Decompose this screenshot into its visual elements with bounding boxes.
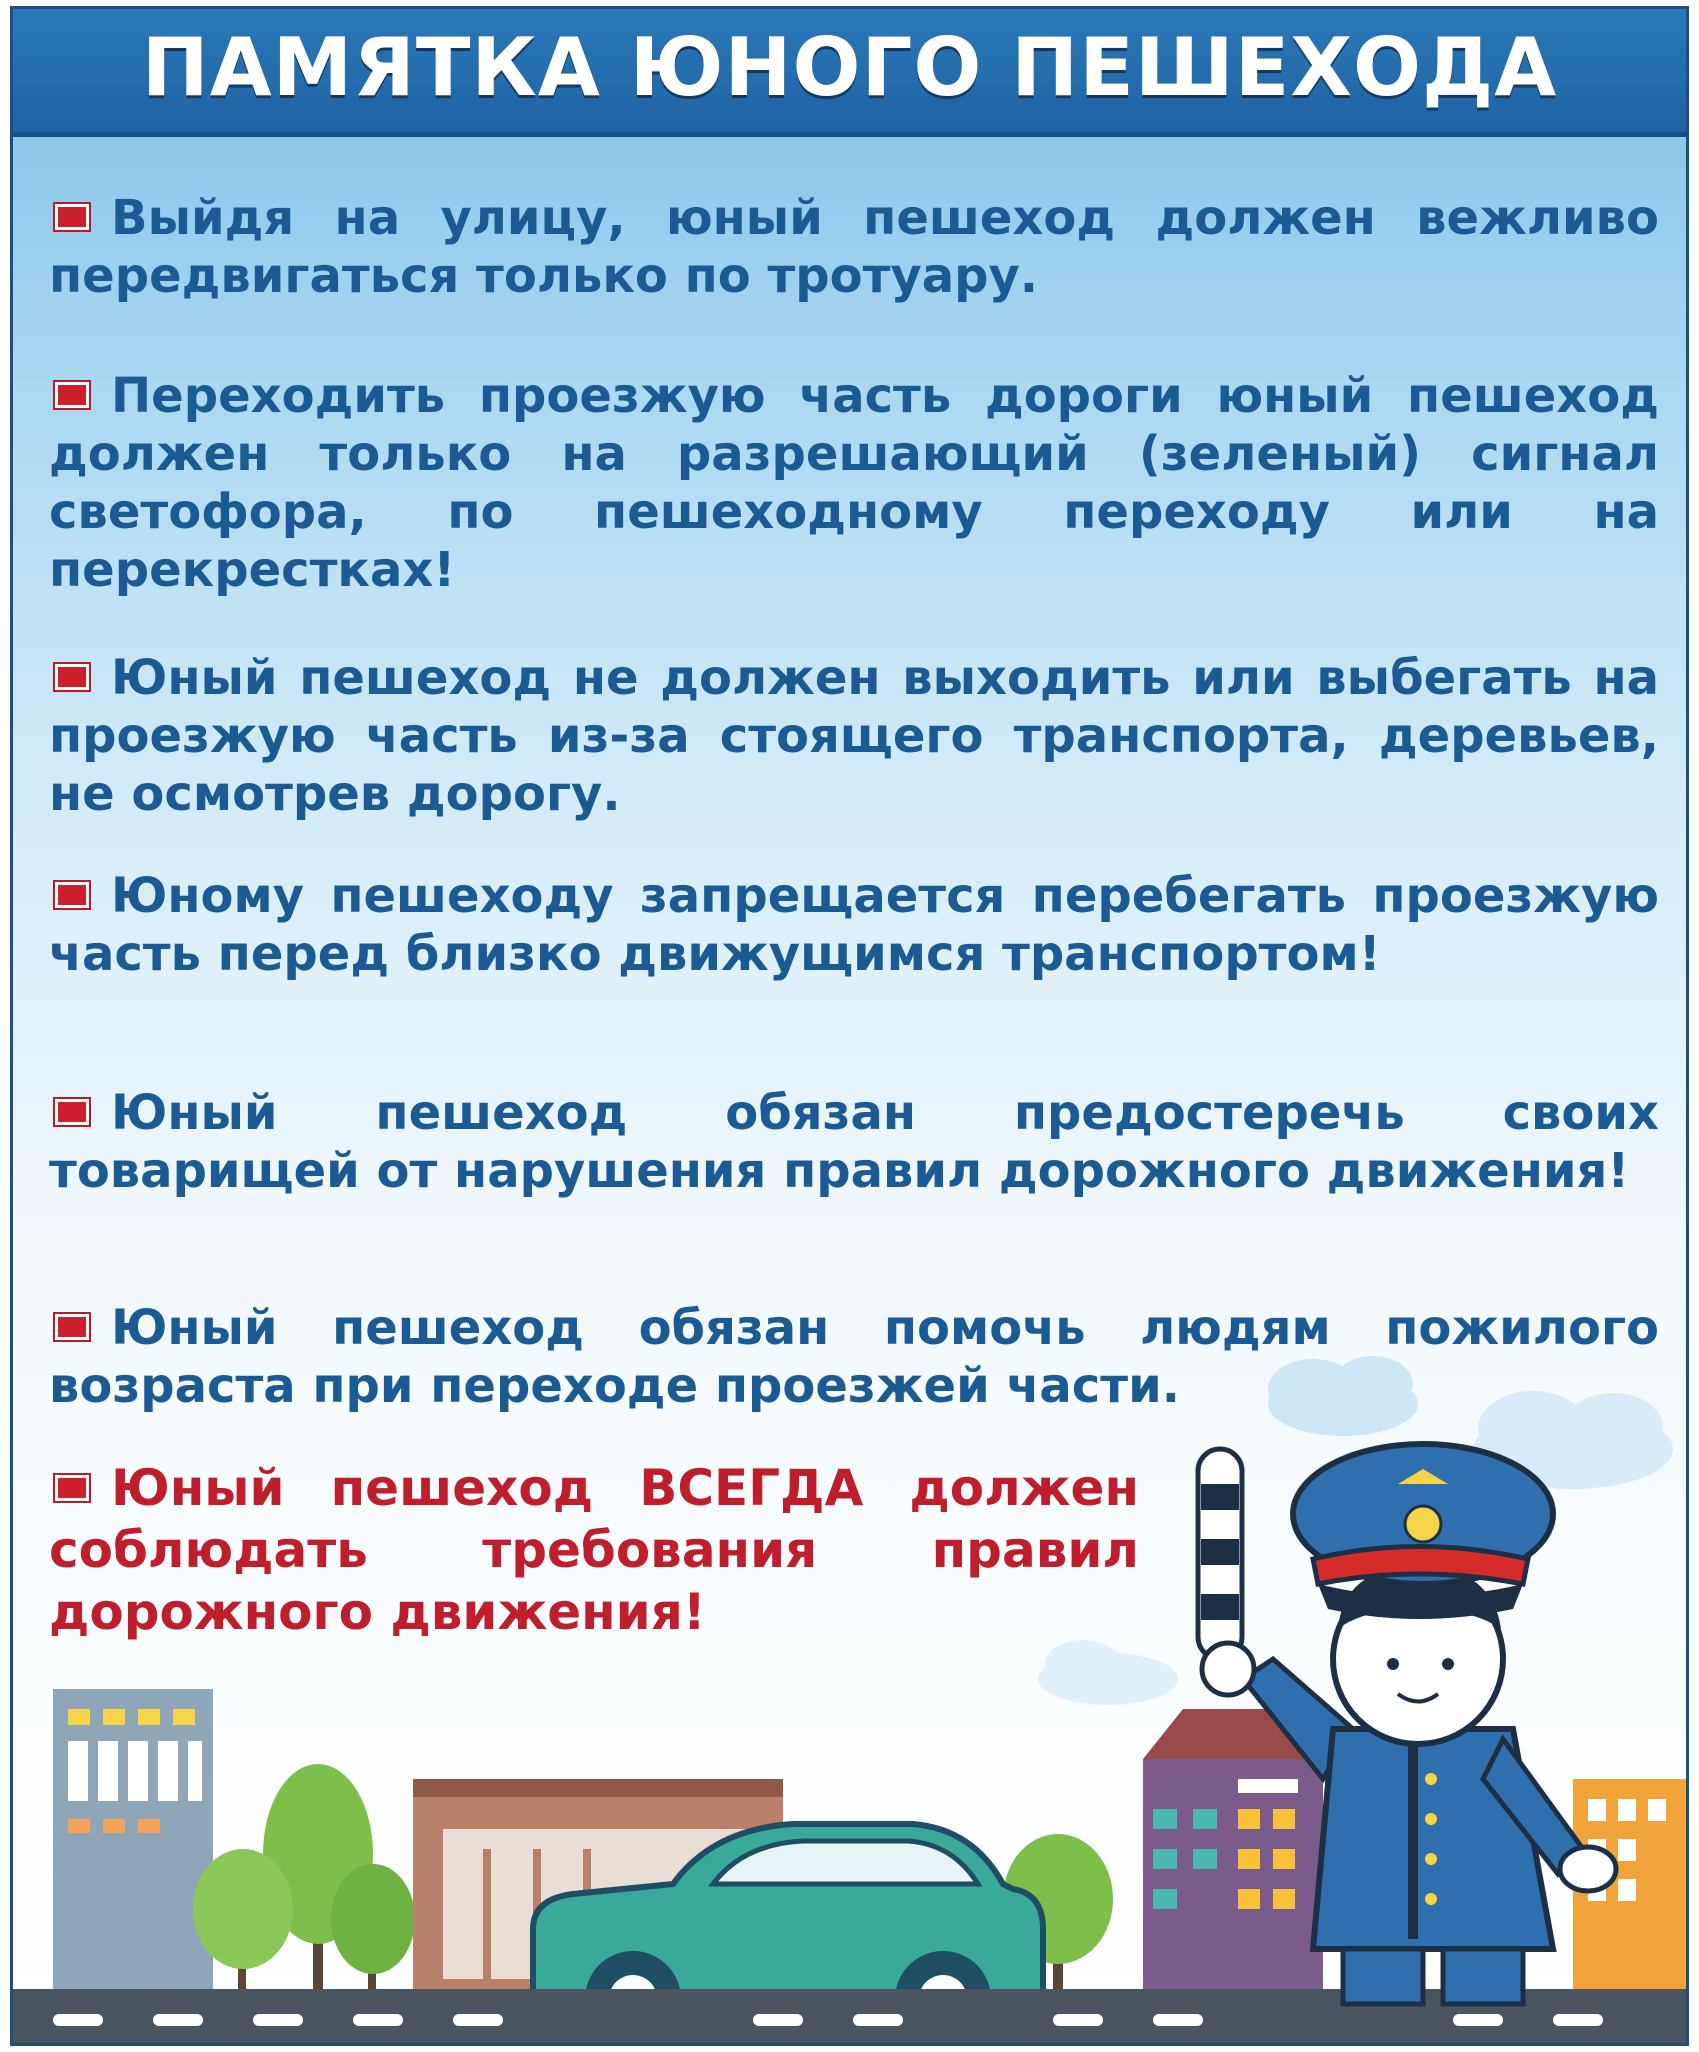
- bullet-square-icon: [55, 1099, 89, 1125]
- rule-text: Переходить проезжую часть дороги юный пешеход должен только на разрешающий (зеленый) сигнал светофора, по пешеходному переходу или на перекрестках!: [49, 368, 1659, 598]
- rule-item: [49, 867, 1659, 983]
- rule-item: [49, 367, 1659, 599]
- bullet-square-icon: [55, 882, 89, 908]
- tree-icon: [193, 1764, 415, 1989]
- bullet-square-icon: [55, 664, 89, 690]
- bullet-square-icon: [55, 382, 89, 408]
- rule-item: [49, 1084, 1659, 1200]
- road-icon: [13, 1989, 1689, 2046]
- page-title: ПАМЯТКА ЮНОГО ПЕШЕХОДА: [141, 21, 1558, 114]
- cloud-icon: [1038, 1640, 1178, 1705]
- rule-text: Юному пешеходу запрещается перебегать проезжую часть перед близко движущимся транспортом!: [49, 868, 1659, 982]
- building-icon: [1143, 1709, 1323, 1989]
- rule-text-final: Юный пешеход ВСЕГДА должен соблюдать требования правил дорожного движения!: [49, 1459, 1139, 1641]
- cloud-icon: [1268, 1356, 1418, 1436]
- building-icon: [53, 1689, 213, 1989]
- rule-text: Выйдя на улицу, юный пешеход должен вежливо передвигаться только по тротуару.: [49, 190, 1659, 304]
- rule-item: [49, 649, 1659, 823]
- rule-item: [49, 189, 1659, 305]
- rule-text: Юный пешеход обязан предостеречь своих товарищей от нарушения правил дорожного движения!: [49, 1085, 1659, 1199]
- poster: [10, 6, 1689, 2046]
- title-bar: [13, 9, 1686, 137]
- bullet-square-icon: [55, 204, 89, 230]
- rule-text: Юный пешеход обязан помочь людям пожилого возраста при переходе проезжей части.: [49, 1300, 1659, 1414]
- rule-text: Юный пешеход не должен выходить или выбегать на проезжую часть из-за стоящего транспорта, деревьев, не осмотрев дорогу.: [49, 650, 1659, 822]
- street-illustration: [13, 1309, 1689, 2046]
